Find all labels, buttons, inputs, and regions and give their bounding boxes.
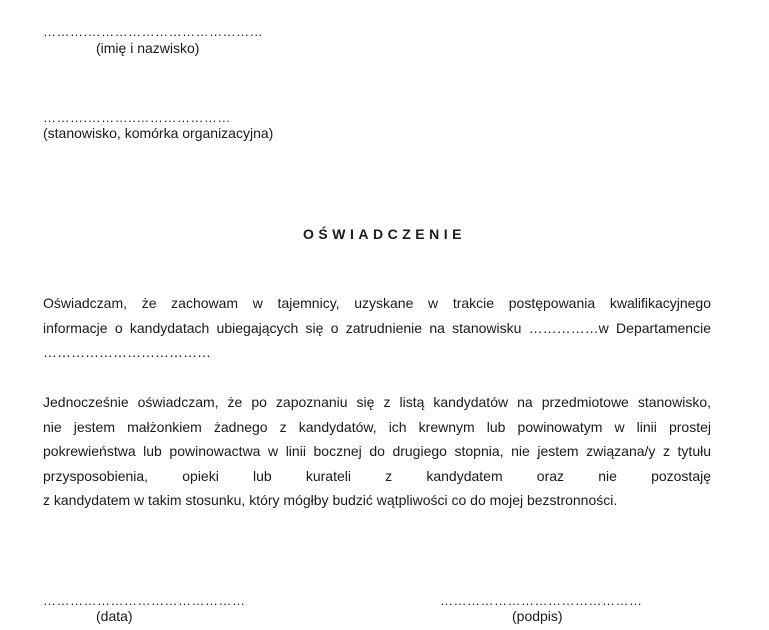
date-dotted-line: ……………………………………… <box>43 593 246 608</box>
document-title: OŚWIADCZENIE <box>303 226 466 242</box>
paragraph-impartiality <box>43 390 711 513</box>
paragraph-line: ……………………………… <box>43 344 211 360</box>
paragraph-line: informacje o kandydatach ubiegających się o zatrudnienie na stanowisku ……………w Departamencie <box>43 319 711 336</box>
signature-label: (podpis) <box>512 608 563 624</box>
name-dotted-line: ……….………………………………… <box>43 24 264 39</box>
date-label: (data) <box>96 608 133 624</box>
paragraph-line: z kandydatem w takim stosunku, który mógłby budzić wątpliwości co do mojej bezstronności. <box>43 492 618 508</box>
position-label: (stanowisko, komórka organizacyjna) <box>43 125 274 141</box>
paragraph-line: Oświadczam, że zachowam w tajemnicy, uzyskane w trakcie postępowania kwalifikacyjnego <box>43 295 711 311</box>
name-label: (imię i nazwisko) <box>96 40 200 56</box>
paragraph-line: pokrewieństwa lub powinowactwa w linii bocznej do drugiego stopnia, nie jestem związana/y z tytułu <box>43 443 711 459</box>
paragraph-line: przysposobienia, opieki lub kurateli z kandydatem oraz nie pozostaję <box>43 467 711 484</box>
signature-dotted-line: ……………………………………… <box>440 593 643 608</box>
paragraph-confidentiality <box>43 291 711 365</box>
position-dotted-line: ……….………..………………… <box>43 110 231 125</box>
paragraph-line: nie jestem małżonkiem żadnego z kandydatów, ich krewnym lub powinowatym w linii prostej <box>43 418 711 435</box>
paragraph-line: Jednocześnie oświadczam, że po zapoznaniu się z listą kandydatów na przedmiotowe stanowisko, <box>43 394 711 410</box>
